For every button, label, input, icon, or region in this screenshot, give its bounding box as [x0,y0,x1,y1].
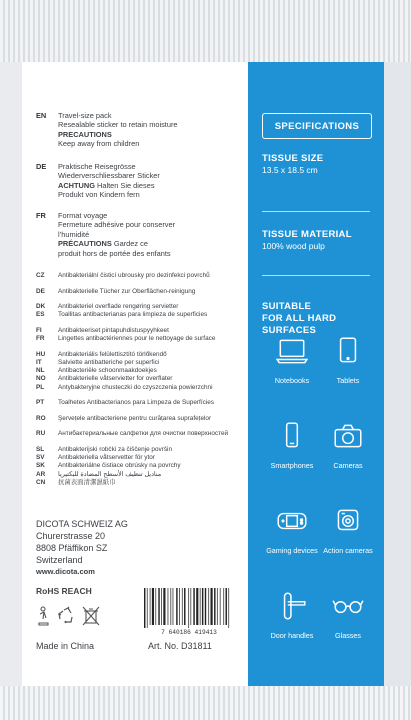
divider [262,211,370,212]
city: 8808 Pfäffikon SZ [36,543,108,553]
lang-text: Antibakteriel overflade rengøring servietter [58,303,179,311]
lang-text: مناديل تنظيف الأسطح المضادة للبكتيريا [58,470,162,478]
barcode-bar [202,588,203,625]
lang-code: DE [36,162,47,171]
lang-code: HU [36,350,46,358]
barcode-bar [205,588,206,625]
barcode-bar [200,588,201,625]
barcode-bar [217,588,218,625]
lang-text: Antybakteryjne chusteczki do czyszczenia powierzchni [58,383,213,391]
laptop-icon [275,335,309,367]
lang-text: Toalhetes Antibacterianos para Limpeza de Superfícies [58,399,214,407]
barcode [140,586,238,636]
tissue-size-title: TISSUE SIZE [262,153,324,164]
lang-code: SV [36,454,45,462]
lang-code: IT [36,359,42,366]
lang-text: Antibakterielle våtservietter for overflater [58,375,173,383]
article-number: Art. No. D31811 [148,641,212,651]
barcode-bar [184,588,185,625]
country: Switzerland [36,555,83,565]
barcode-bar [158,588,159,625]
lang-text: Antibacteriële schoonmaakdoekjes [58,367,157,375]
lang-code: CZ [36,272,45,279]
divider [262,275,370,276]
lang-text: Salviette antibatteriche per superfici [58,359,160,366]
made-in: Made in China [36,641,95,651]
device-label: Gaming devices [266,546,318,555]
lang-code: PL [36,383,45,391]
barcode-bar [188,588,189,628]
bottom-crimp-seal [0,686,411,720]
lang-text: Antibakteriální čisticí ubrousky pro dezinfekci povrchů [58,272,210,279]
company-address [36,518,236,578]
lang-code: PT [36,399,45,407]
tissue-material-title: TISSUE MATERIAL [262,229,352,240]
barcode-bar [179,588,180,625]
smartphone-icon [275,420,309,452]
text-line: Wiederverschliessbarer Sticker [58,171,160,181]
recycle-icon [59,607,72,623]
barcode-bar [190,588,191,625]
lang-code: ES [36,311,45,319]
top-crimp-seal [0,0,411,62]
barcode-bar [211,588,213,625]
lang-text: 抗菌表面清潔濕紙巾 [58,478,116,486]
lang-code: DK [36,303,46,311]
barcode-bar [223,588,224,625]
lang-code: NO [36,375,46,383]
suitable-line: SURFACES [262,325,317,336]
lang-code: RU [36,430,46,438]
text-line: Praktische Reisegrösse [58,162,136,171]
barcode-bar [150,588,151,625]
barcode-bar [147,588,148,628]
text-line: l’humidité [58,229,90,239]
lang-text: Şervețele antibacteriene pentru curățarea suprafețelor [58,414,212,422]
lang-code: DE [36,287,45,295]
glasses-icon [331,590,365,622]
device-label: Tablets [336,376,360,385]
suitable-line: SUITABLE [262,301,312,312]
barcode-bar [144,588,145,628]
barcode-bar [173,588,174,625]
tablet-icon [331,335,365,367]
tissue-size-value: 13.5 x 18.5 cm [262,165,318,175]
lang-code: NL [36,367,45,375]
barcode-bar [176,588,177,625]
crossed-bin-icon [83,607,99,625]
barcode-bar [168,588,169,625]
text-line: Gardez ce [113,239,148,249]
website: www.dicota.com [36,567,95,576]
lang-code: CN [36,478,46,486]
precautions-heading: PRÉCAUTIONS [58,239,112,249]
barcode-bar [163,588,165,625]
tissue-material-value: 100% wood pulp [262,241,325,251]
tissue-material [262,229,352,251]
company-name: DICOTA SCHWEIZ AG [36,519,128,529]
barcode-bar [214,588,215,625]
gaming-device-icon [275,505,309,537]
device-label: Smartphones [270,461,314,470]
text-line: Keep away from children [58,139,140,149]
barcode-bar [193,588,194,625]
device-label: Notebooks [274,376,310,385]
street: Churerstrasse 20 [36,531,106,541]
achtung-heading: ACHTUNG [58,180,95,190]
lang-code: SK [36,462,45,470]
text-line: Produkt von Kindern fern [58,190,140,200]
device-label: Cameras [333,461,363,470]
device-label: Door handles [270,631,314,640]
barcode-bar [182,588,183,625]
barcode-bar [226,588,227,625]
barcode-bar [161,588,162,625]
camera-icon [331,420,365,452]
lang-code: FR [36,335,45,343]
tidyman-icon [39,607,48,625]
barcode-bar [228,588,229,628]
action-camera-icon [331,505,365,537]
barcode-bar [152,588,154,625]
specifications-label: SPECIFICATIONS [262,113,372,139]
lang-code: FI [36,327,42,334]
lang-text: Antibakteriálne čistiace obrúsky na povrchy [58,462,181,470]
tissue-size [262,153,323,175]
barcode-bar [155,588,156,625]
lang-code: SL [36,446,45,453]
barcode-bar [220,588,221,625]
barcode-number: 7 640186 419413 [161,629,217,636]
text-line: produit hors de portée des enfants [58,248,171,258]
recycling-symbols [36,604,106,628]
precautions-heading: PRECAUTIONS [58,129,112,139]
text-line: Halten Sie dieses [97,180,155,190]
lang-text: Antibakterielle Tücher zur Oberflächen-reinigung [58,287,196,295]
lang-text: Antibakterijski robčki za čiščenje površin [58,446,173,453]
text-line: Format voyage [58,211,108,220]
barcode-bar [196,588,198,625]
text-line: Resealable sticker to retain moisture [58,120,178,130]
lang-text: Antibakteriális felülettisztító törlőkendő [58,350,167,358]
package-side-edge [384,62,411,686]
lang-code: FR [36,211,46,220]
suitable-heading [262,301,336,337]
device-label: Glasses [335,631,361,640]
lang-text: Antibakteriella våtservetter för ytor [58,454,155,462]
lang-text: Lingettes antibactériennes pour le nettoyage de surface [58,335,216,343]
lang-text: Antibakteeriset pintapuhdistuspyyhkeet [58,327,169,334]
certification-marks: RoHS REACH [36,586,92,596]
barcode-bar [170,588,171,625]
device-label: Action cameras [323,546,373,555]
lang-code: EN [36,111,47,120]
lang-text: Toallitas antibacterianas para limpieza de superficies [58,311,208,319]
door-handle-icon [275,590,309,622]
barcode-bar [208,588,209,625]
text-line: Travel-size pack [58,111,112,120]
lang-text: Антибактериальные салфетки для очистки поверхностей [58,430,229,438]
suitable-line: FOR ALL HARD [262,313,337,324]
lang-code: RO [36,414,46,422]
text-line: Fermeture adhésive pour conserver [58,220,176,230]
lang-code: AR [36,470,46,478]
